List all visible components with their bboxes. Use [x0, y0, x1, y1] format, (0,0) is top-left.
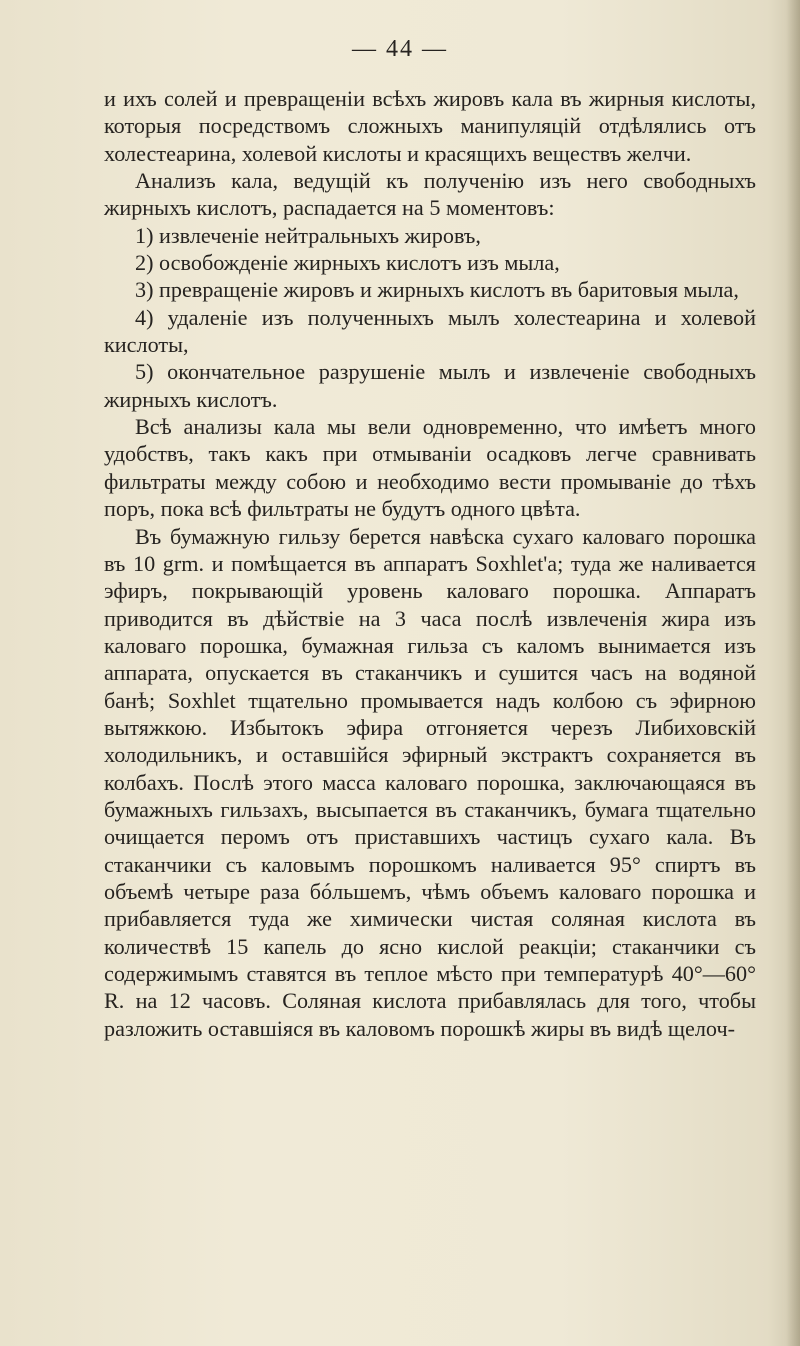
list-item-5: 5) окончательное разрушенiе мылъ и извлеченiе свободныхъ жирныхъ кислотъ.: [104, 359, 756, 412]
paragraph-continuation: и ихъ солей и превращенiи всѣхъ жировъ кала въ жирныя кислоты, которыя посредствомъ сложныхъ манипуляцiй отдѣлялись отъ холестеарина, холевой кислоты и красящихъ веществъ желчи.: [104, 86, 756, 166]
paragraph-simultaneous-analyses: Всѣ анализы кала мы вели одновременно, что имѣетъ много удобствъ, такъ какъ при отмыванiи осадковъ легче сравнивать фильтраты между собою и необходимо вести промыванiе до тѣхъ поръ, пока всѣ фильтраты не будутъ одного цвѣта.: [104, 414, 756, 522]
body-text: [104, 85, 756, 1042]
page-number: — 44 —: [352, 36, 448, 62]
list-item-3: 3) превращенiе жировъ и жирныхъ кислотъ въ баритовыя мыла,: [135, 277, 739, 303]
page-edge-shadow: [786, 0, 800, 1346]
paragraph-procedure: Въ бумажную гильзу берется навѣска сухаго каловаго порошка въ 10 grm. и помѣщается въ аппаратъ Soxhlet'a; туда же наливается эфиръ, покрывающiй уровень каловаго порошка. Аппаратъ приводится въ дѣйствiе на 3 часа послѣ извлеченiя жира изъ каловаго порошка, бумажная гильза съ каломъ вынимается изъ аппарата, опускается въ стаканчикъ и сушится часъ на водяной банѣ; Soxhlet тщательно промывается надъ колбою съ эфирною вытяжкою. Избытокъ эфира отгоняется черезъ Либиховскiй холодильникъ, и оставшiйся эфирный экстрактъ сохраняется въ колбахъ. Послѣ этого масса каловаго порошка, заключающаяся въ бумажныхъ гильзахъ, высыпается въ стаканчикъ, бумага тщательно очищается перомъ отъ приставшихъ частицъ сухаго кала. Въ стаканчики съ каловымъ порошкомъ наливается 95° спиртъ въ объемѣ четыре раза бóльшемъ, чѣмъ объемъ каловаго порошка и прибавляется туда же химически чистая соляная кислота въ количествѣ 15 капель до ясно кислой реакцiи; стаканчики съ содержимымъ ставятся въ теплое мѣсто при температурѣ 40°—60° R. на 12 часовъ. Соляная кислота прибавлялась для того, чтобы разложить оставшiяся въ каловомъ порошкѣ жиры въ видѣ щелоч-: [104, 523, 756, 1041]
list-item-1: 1) извлеченiе нейтральныхъ жировъ,: [135, 222, 481, 248]
paragraph-analysis-intro: Анализъ кала, ведущiй къ полученiю изъ него свободныхъ жирныхъ кислотъ, распадается на 5 моментовъ:: [104, 168, 756, 221]
list-item-4: 4) удаленiе изъ полученныхъ мылъ холестеарина и холевой кислоты,: [104, 304, 756, 358]
list-item-2: 2) освобожденiе жирныхъ кислотъ изъ мыла,: [135, 250, 560, 276]
